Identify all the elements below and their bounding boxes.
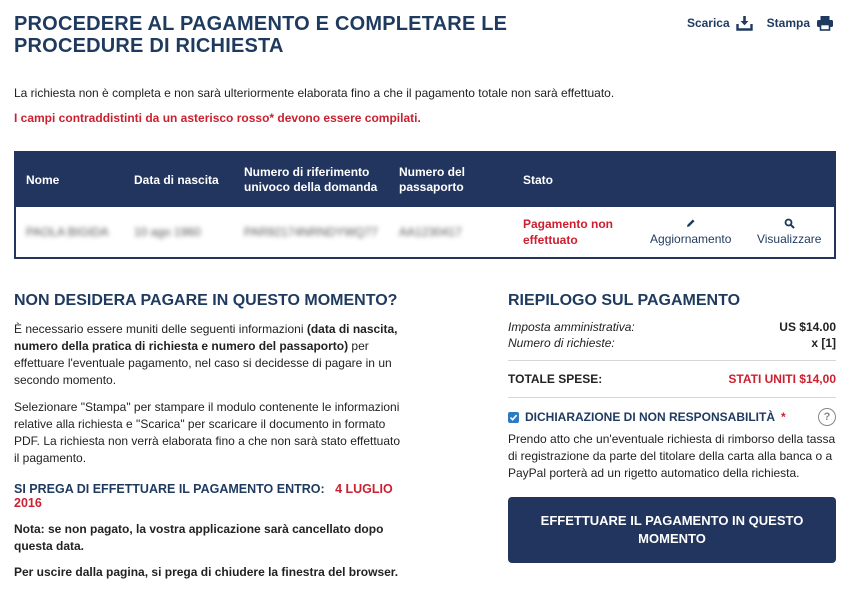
- deadline-label: SI PREGA DI EFFETTUARE IL PAGAMENTO ENTRO:: [14, 482, 325, 496]
- disclaimer-text: Prendo atto che un'eventuale richiesta di rimborso della tassa di registrazione da parte del titolare della carta alla banca o a PayPal porterà ad un rigetto automatico della richiesta.: [508, 432, 836, 480]
- applicant-birth-date: 10 ago 1960: [134, 225, 201, 239]
- disclaimer-title: DICHIARAZIONE DI NON RESPONSABILITÀ: [525, 410, 776, 424]
- application-reference: PAR92174NRNDYWQ77: [244, 225, 378, 239]
- applications-table: [14, 151, 836, 259]
- fee-value: US $14.00: [779, 320, 836, 334]
- download-icon: [736, 15, 753, 31]
- pay-later-title: NON DESIDERA PAGARE IN QUESTO MOMENTO?: [14, 292, 398, 309]
- required-asterisk: *: [781, 410, 786, 424]
- pay-later-section: [14, 292, 404, 581]
- passport-number: AA1230417: [399, 225, 462, 239]
- col-name: Nome: [15, 152, 124, 207]
- total-label: TOTALE SPESE:: [508, 372, 603, 386]
- print-link[interactable]: [767, 15, 834, 31]
- total-value: STATI UNITI $14,00: [728, 372, 836, 386]
- pay-later-info-c: per effettuare l'eventuale pagamento, nel caso si decidesse di pagare in un secondo momento.: [14, 339, 392, 387]
- table-row: [15, 207, 835, 258]
- view-label: Visualizzare: [756, 232, 822, 246]
- col-status: Stato: [513, 152, 637, 207]
- col-birth-date: Data di nascita: [124, 152, 234, 207]
- intro-text: La richiesta non è completa e non sarà ulteriormente elaborata fino a che il pagamento totale non sarà effettuato.: [14, 86, 615, 100]
- payment-deadline: [14, 482, 404, 510]
- col-update: [637, 152, 744, 207]
- summary-divider: [508, 360, 836, 361]
- cell-reference: [234, 207, 389, 258]
- magnifier-icon: [784, 218, 795, 229]
- page-title: PROCEDERE AL PAGAMENTO E COMPLETARE LE PROCEDURE DI RICHIESTA: [14, 13, 508, 57]
- cell-name: [15, 207, 124, 258]
- table-header-row: [15, 152, 835, 207]
- payment-summary: [508, 292, 836, 563]
- update-label: Aggiornamento: [650, 232, 732, 246]
- pencil-icon: [685, 218, 696, 229]
- pay-later-info-a: È necessario essere muniti delle seguenti informazioni: [14, 322, 307, 336]
- top-actions: [687, 15, 834, 31]
- cell-passport: [389, 207, 513, 258]
- question-icon[interactable]: ?: [818, 408, 836, 426]
- download-label: Scarica: [686, 16, 730, 30]
- pay-later-info-b: (data di nascita, numero della pratica di richiesta e numero del passaporto): [14, 322, 398, 353]
- pay-now-button[interactable]: EFFETTUARE IL PAGAMENTO IN QUESTO MOMENTO: [508, 497, 836, 563]
- cell-birth-date: [124, 207, 234, 258]
- col-view: [744, 152, 835, 207]
- total-divider: [508, 397, 836, 398]
- view-action[interactable]: [744, 207, 835, 258]
- disclaimer-checkbox[interactable]: [508, 412, 519, 423]
- disclaimer-header: [508, 408, 836, 426]
- print-download-info: Selezionare "Stampa" per stampare il modulo contenente le informazioni relative alla richiesta e "Scarica" per scaricare il documento in formato PDF. La richiesta non verrà elaborata fino a che non sarà stato effettuato il pagamento.: [14, 400, 401, 465]
- required-fields-note: I campi contraddistinti da un asterisco rosso* devono essere compilati.: [14, 111, 421, 125]
- cell-status: [513, 207, 637, 258]
- cancellation-note: Nota: se non pagato, la vostra applicazione sarà cancellato dopo questa data.: [14, 522, 384, 553]
- col-reference: Numero di riferimento univoco della domanda: [234, 152, 389, 207]
- count-row: [508, 335, 836, 351]
- col-passport: Numero del passaporto: [389, 152, 513, 207]
- count-label: Numero di richieste:: [508, 336, 615, 350]
- fee-label: Imposta amministrativa:: [508, 320, 635, 334]
- total-row: [508, 372, 836, 386]
- close-window-note: Per uscire dalla pagina, si prega di chiudere la finestra del browser.: [14, 565, 399, 579]
- download-link[interactable]: [687, 15, 753, 31]
- applicant-name: PAOLA BIGIDA: [26, 225, 109, 239]
- deadline-date: 4 LUGLIO 2016: [14, 482, 393, 510]
- print-label: Stampa: [766, 16, 810, 30]
- pay-later-info: [14, 321, 404, 389]
- count-value: x [1]: [811, 336, 836, 350]
- fee-row: [508, 319, 836, 335]
- check-icon: [509, 413, 518, 422]
- update-action[interactable]: [637, 207, 744, 258]
- status-badge: Pagamento non effettuato: [523, 217, 614, 247]
- printer-icon: [816, 15, 834, 31]
- summary-title: RIEPILOGO SUL PAGAMENTO: [508, 292, 741, 309]
